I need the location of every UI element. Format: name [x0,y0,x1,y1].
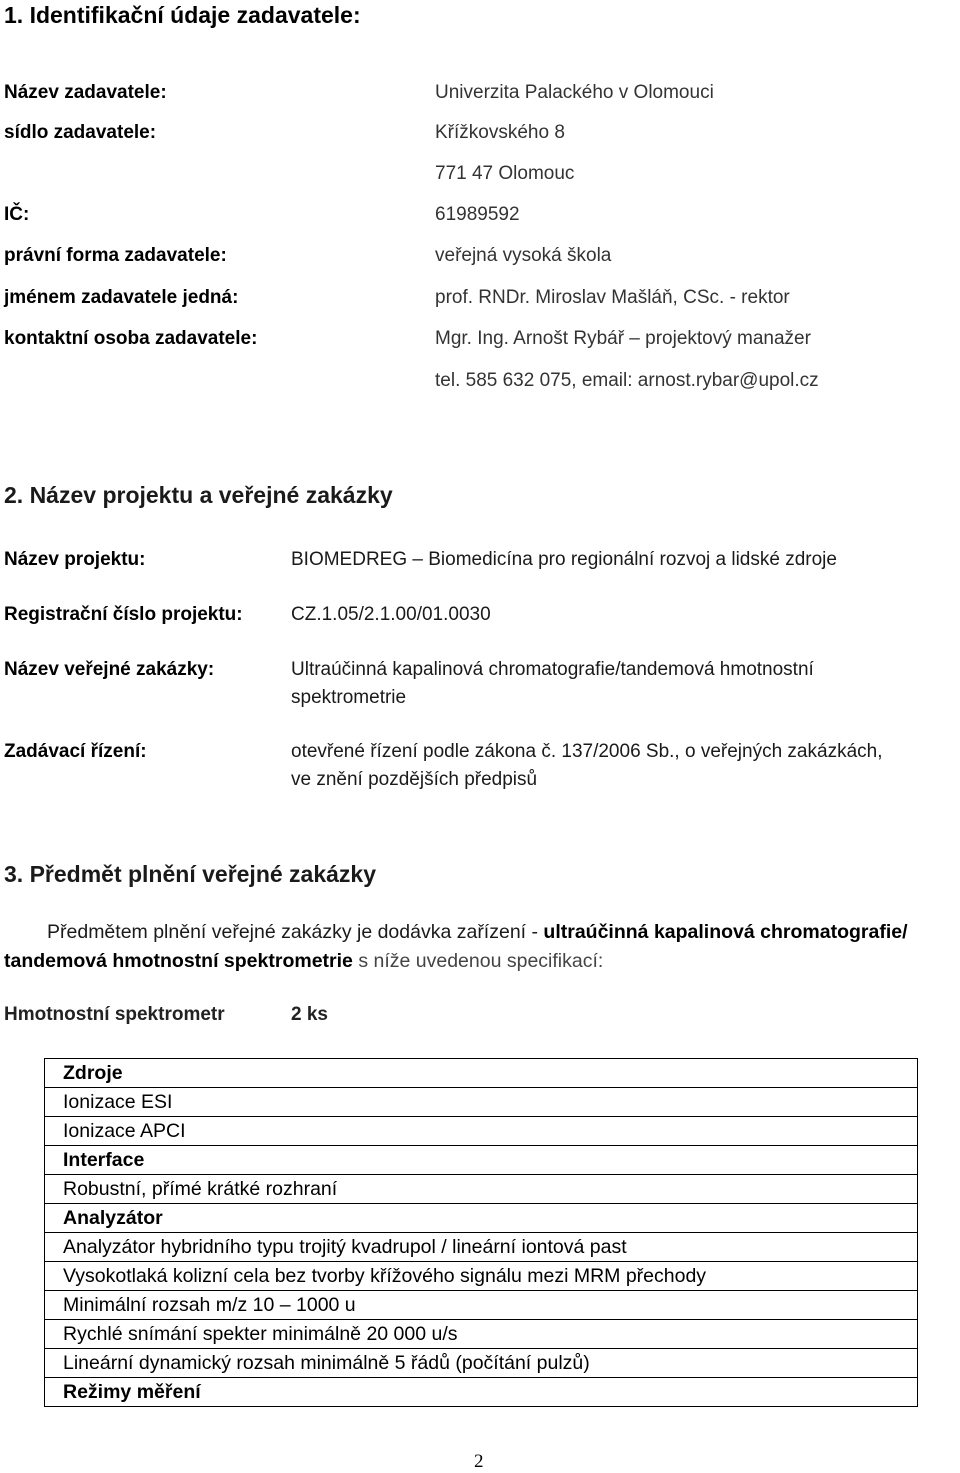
item-label: Hmotnostní spektrometr [4,1004,225,1025]
value-nazev-projektu: BIOMEDREG – Biomedicína pro regionální rozvoj a lidské zdroje [291,549,837,570]
section-2-heading: 2. Název projektu a veřejné zakázky [4,482,393,508]
value-kontakt-tel-email: tel. 585 632 075, email: arnost.rybar@upol.cz [435,370,819,391]
label-pravni-forma: právní forma zadavatele: [4,245,227,266]
specification-table [44,1058,918,1407]
value-zadavaci-rizeni: otevřené řízení podle zákona č. 137/2006 Sb., o veřejných zakázkách, [291,741,883,762]
spec-row-text: Ionizace APCI [63,1120,186,1142]
section-3-heading: 3. Předmět plnění veřejné zakázky [4,861,377,887]
label-nazev-zadavatele: Název zadavatele: [4,82,167,103]
value-pravni-forma: veřejná vysoká škola [435,245,612,266]
spec-row [63,1320,919,1349]
value-sidlo-mesto: 771 47 Olomouc [435,163,575,184]
value-nazev-zakazky-line2: spektrometrie [291,687,407,708]
value-nazev-zadavatele: Univerzita Palackého v Olomouci [435,82,714,103]
value-kontaktni-osoba: Mgr. Ing. Arnošt Rybář – projektový manažer [435,328,811,349]
spec-row-text: Režimy měření [63,1381,201,1403]
spec-row [63,1059,919,1088]
spec-row-text: Zdroje [63,1062,123,1084]
subject-paragraph [4,918,958,976]
label-jmenem-jedna: jménem zadavatele jedná: [4,287,239,308]
value-zadavaci-rizeni-line2: ve znění pozdějších předpisů [291,769,538,790]
spec-row-text: Robustní, přímé krátké rozhraní [63,1178,338,1200]
spec-row-text: Analyzátor hybridního typu trojitý kvadrupol / lineární iontová past [63,1236,627,1258]
label-nazev-zakazky: Název veřejné zakázky: [4,659,215,680]
label-nazev-projektu: Název projektu: [4,549,146,570]
item-quantity: 2 ks [291,1004,328,1025]
spec-row [63,1291,919,1320]
subject-paragraph-bold: ultraúčinná kapalinová chromatografie/ tandemová hmotnostní spektrometrie [4,921,908,972]
spec-row-text: Lineární dynamický rozsah minimálně 5 řádů (počítání pulzů) [63,1352,590,1374]
value-sidlo-zadavatele: Křížkovského 8 [435,122,565,143]
value-registracni-cislo: CZ.1.05/2.1.00/01.0030 [291,604,491,625]
value-ic: 61989592 [435,204,520,225]
label-sidlo-zadavatele: sídlo zadavatele: [4,122,157,143]
page-number: 2 [474,1451,484,1472]
spec-row [63,1349,919,1378]
label-kontaktni-osoba: kontaktní osoba zadavatele: [4,328,258,349]
spec-row-text: Ionizace ESI [63,1091,173,1113]
label-registracni-cislo: Registrační číslo projektu: [4,604,243,625]
subject-paragraph-start: Předmětem plnění veřejné zakázky je dodávka zařízení - [47,921,544,943]
value-nazev-zakazky: Ultraúčinná kapalinová chromatografie/tandemová hmotnostní [291,659,814,680]
spec-row-text: Interface [63,1149,145,1171]
spec-row-text: Vysokotlaká kolizní cela bez tvorby křížového signálu mezi MRM přechody [63,1265,707,1287]
subject-paragraph-end: s níže uvedenou specifikací: [352,950,604,972]
spec-row [63,1146,919,1175]
spec-row [63,1117,919,1146]
spec-row-text: Rychlé snímání spekter minimálně 20 000 u/s [63,1323,458,1345]
spec-row [63,1378,919,1407]
spec-row-text: Analyzátor [63,1207,163,1229]
spec-row [63,1204,919,1233]
label-zadavaci-rizeni: Zadávací řízení: [4,741,147,762]
section-1-heading: 1. Identifikační údaje zadavatele: [4,2,361,28]
label-ic: IČ: [4,204,30,225]
spec-row [63,1262,919,1291]
spec-row [63,1233,919,1262]
spec-row-text: Minimální rozsah m/z 10 – 1000 u [63,1294,356,1316]
spec-row [63,1175,919,1204]
spec-row [63,1088,919,1117]
value-jmenem-jedna: prof. RNDr. Miroslav Mašláň, CSc. - rektor [435,287,790,308]
